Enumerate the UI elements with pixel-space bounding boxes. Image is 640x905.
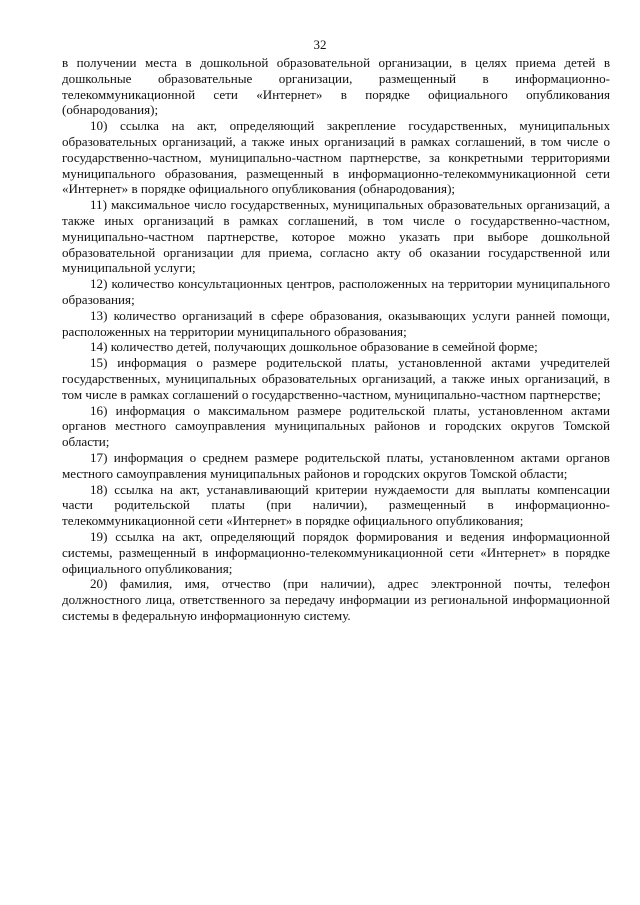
- document-body: [62, 55, 610, 624]
- paragraph-item-10: 10) ссылка на акт, определяющий закрепление государственных, муниципальных образовательных организаций, а также иных организаций в рамках соглашений, в том числе о государственно-частном, муниципально-частном партнерстве, за конкретными территориями муниципального образования, размещенный в информационно-телекоммуникационной сети «Интернет» в порядке официального опубликования (обнародования);: [62, 118, 610, 197]
- paragraph-item-11: 11) максимальное число государственных, муниципальных образовательных организаций, а также иных организаций в рамках соглашений, в том числе о государственно-частном, муниципально-частном партнерстве, которое можно указать при выборе дошкольной образовательной организации для приема, согласно акту об оказании государственной или муниципальной услуги;: [62, 197, 610, 276]
- paragraph-item-18: 18) ссылка на акт, устанавливающий критерии нуждаемости для выплаты компенсации части родительской платы (при наличии), размещенный в информационно-телекоммуникационной сети «Интернет» в порядке официального опубликования;: [62, 481, 610, 529]
- paragraph-item-15: 15) информация о размере родительской платы, установленной актами учредителей государственных, муниципальных образовательных организаций, а также иных организаций, в том числе в рамках соглашений о государственно-частном, муниципально-частном партнерстве;: [62, 355, 610, 402]
- paragraph-item-20: 20) фамилия, имя, отчество (при наличии), адрес электронной почты, телефон должностного лица, ответственного за передачу информации из региональной информационной системы в федеральную информационную систему.: [62, 576, 610, 623]
- paragraph-item-12: 12) количество консультационных центров, расположенных на территории муниципального образования;: [62, 276, 610, 307]
- page-number: 32: [313, 37, 327, 52]
- paragraph-item-13: 13) количество организаций в сфере образования, оказывающих услуги ранней помощи, расположенных на территории муниципального образования;: [62, 307, 610, 339]
- paragraph-item-17: 17) информация о среднем размере родительской платы, установленном актами органов местного самоуправления муниципальных районов и городских округов Томской области;: [62, 449, 610, 481]
- paragraph-continuation: в получении места в дошкольной образовательной организации, в целях приема детей в дошкольные образовательные организации, размещенный в информационно-телекоммуникационной сети «Интернет» в порядке официального опубликования (обнародования);: [62, 55, 610, 118]
- paragraph-item-16: 16) информация о максимальном размере родительской платы, установленном актами органов местного самоуправления муниципальных районов и городских округов Томской области;: [62, 402, 610, 450]
- paragraph-item-19: 19) ссылка на акт, определяющий порядок формирования и ведения информационной системы, размещенный в информационно-телекоммуникационной сети «Интернет» в порядке официального опубликования;: [62, 528, 610, 576]
- paragraph-item-14: 14) количество детей, получающих дошкольное образование в семейной форме;: [90, 339, 538, 355]
